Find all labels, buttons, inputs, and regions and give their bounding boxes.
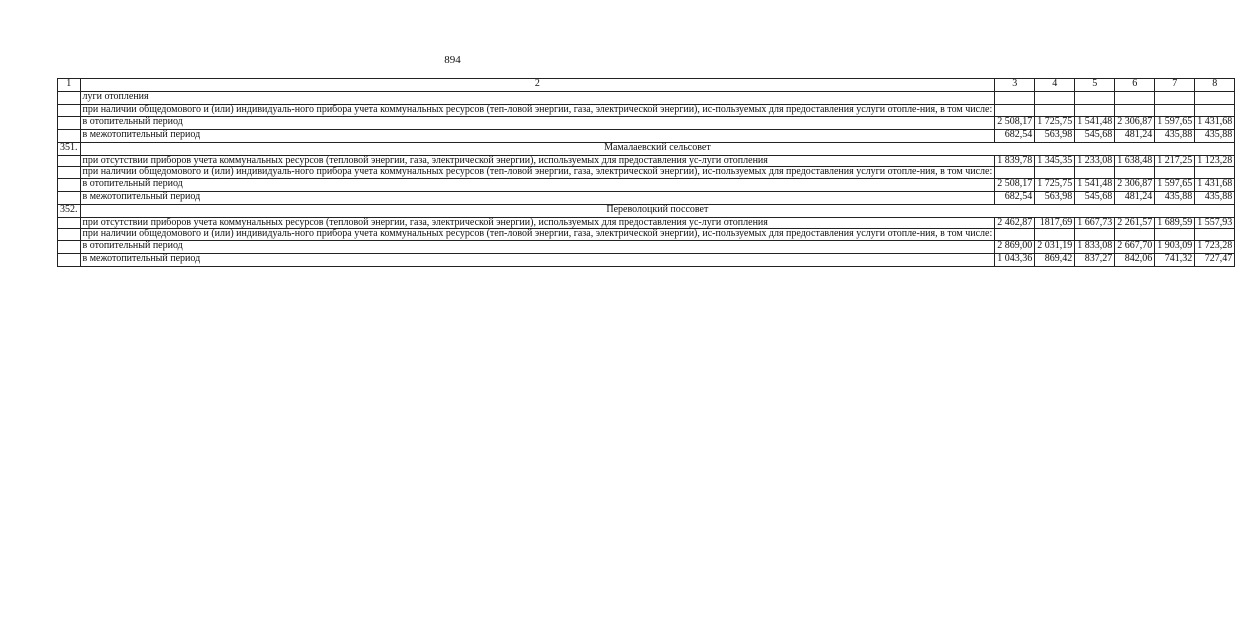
- tariff-table: [57, 78, 1235, 267]
- header-cell: 8: [1195, 79, 1235, 92]
- value-cell: 1 667,73: [1075, 217, 1115, 229]
- value-cell: 1 541,48: [1075, 178, 1115, 191]
- value-cell: [1075, 229, 1115, 241]
- value-cell: [1075, 92, 1115, 105]
- value-cell: 837,27: [1075, 253, 1115, 266]
- row-number: [58, 240, 81, 253]
- value-cell: 563,98: [1035, 191, 1075, 204]
- value-cell: [1195, 105, 1235, 117]
- value-cell: 1 597,65: [1155, 116, 1195, 129]
- value-cell: [1115, 105, 1155, 117]
- row-description: луги отопления: [80, 92, 995, 105]
- value-cell: 2 306,87: [1115, 116, 1155, 129]
- row-description: в отопительный период: [80, 178, 995, 191]
- value-cell: 2 261,57: [1115, 217, 1155, 229]
- row-description: в отопительный период: [80, 116, 995, 129]
- value-cell: 1 903,09: [1155, 240, 1195, 253]
- table-row: [58, 240, 1235, 253]
- row-description: при наличии общедомового и (или) индивидуаль-ного прибора учета коммунальных ресурсов (теп-ловой энергии, газа, электрической энергии), ис-пользуемых для предоставления услуги отопле-ния, в том числе:: [80, 167, 995, 179]
- value-cell: [1035, 229, 1075, 241]
- table-row: [58, 178, 1235, 191]
- value-cell: 1 431,68: [1195, 178, 1235, 191]
- header-cell: 1: [58, 79, 81, 92]
- row-description: в отопительный период: [80, 240, 995, 253]
- row-number: [58, 129, 81, 142]
- value-cell: 2 869,00: [995, 240, 1035, 253]
- row-number: [58, 229, 81, 241]
- row-description: в межотопительный период: [80, 253, 995, 266]
- section-row: [58, 204, 1235, 217]
- header-cell: 6: [1115, 79, 1155, 92]
- value-cell: 1 723,28: [1195, 240, 1235, 253]
- value-cell: [1195, 167, 1235, 179]
- value-cell: 741,32: [1155, 253, 1195, 266]
- row-number: 352.: [58, 204, 81, 217]
- table-row: [58, 155, 1235, 167]
- header-cell: 5: [1075, 79, 1115, 92]
- row-description: в межотопительный период: [80, 129, 995, 142]
- value-cell: 869,42: [1035, 253, 1075, 266]
- section-row: [58, 142, 1235, 155]
- row-number: [58, 116, 81, 129]
- table-row: [58, 105, 1235, 117]
- value-cell: [1195, 92, 1235, 105]
- row-description: при наличии общедомового и (или) индивидуаль-ного прибора учета коммунальных ресурсов (теп-ловой энергии, газа, электрической энергии), ис-пользуемых для предоставления услуги отопле-ния, в том числе:: [80, 105, 995, 117]
- header-cell: 2: [80, 79, 995, 92]
- table-row: [58, 217, 1235, 229]
- value-cell: 1 839,78: [995, 155, 1035, 167]
- value-cell: 1 725,75: [1035, 116, 1075, 129]
- row-description: при отсутствии приборов учета коммунальных ресурсов (тепловой энергии, газа, электрической энергии), используемых для предоставления ус-луги отопления: [80, 155, 995, 167]
- value-cell: [1115, 92, 1155, 105]
- table-row: [58, 167, 1235, 179]
- value-cell: 481,24: [1115, 129, 1155, 142]
- value-cell: 1 541,48: [1075, 116, 1115, 129]
- value-cell: [1155, 229, 1195, 241]
- header-cell: 7: [1155, 79, 1195, 92]
- value-cell: [995, 229, 1035, 241]
- value-cell: [1035, 167, 1075, 179]
- value-cell: [995, 105, 1035, 117]
- value-cell: [1155, 92, 1195, 105]
- value-cell: 682,54: [995, 129, 1035, 142]
- value-cell: 842,06: [1115, 253, 1155, 266]
- value-cell: 481,24: [1115, 191, 1155, 204]
- value-cell: 682,54: [995, 191, 1035, 204]
- value-cell: [1115, 229, 1155, 241]
- value-cell: [995, 167, 1035, 179]
- row-number: [58, 92, 81, 105]
- value-cell: 2 667,70: [1115, 240, 1155, 253]
- value-cell: [1195, 229, 1235, 241]
- header-cell: 4: [1035, 79, 1075, 92]
- value-cell: [1155, 105, 1195, 117]
- table-row: [58, 253, 1235, 266]
- value-cell: 1 123,28: [1195, 155, 1235, 167]
- value-cell: [1035, 92, 1075, 105]
- value-cell: 435,88: [1195, 191, 1235, 204]
- value-cell: 1 233,08: [1075, 155, 1115, 167]
- value-cell: 1 833,08: [1075, 240, 1115, 253]
- row-description: в межотопительный период: [80, 191, 995, 204]
- value-cell: 1 345,35: [1035, 155, 1075, 167]
- row-description: при наличии общедомового и (или) индивидуаль-ного прибора учета коммунальных ресурсов (теп-ловой энергии, газа, электрической энергии), ис-пользуемых для предоставления услуги отопле-ния, в том числе:: [80, 229, 995, 241]
- value-cell: 545,68: [1075, 129, 1115, 142]
- value-cell: 563,98: [1035, 129, 1075, 142]
- value-cell: [1075, 105, 1115, 117]
- value-cell: 1817,69: [1035, 217, 1075, 229]
- row-description: при отсутствии приборов учета коммунальных ресурсов (тепловой энергии, газа, электрической энергии), используемых для предоставления ус-луги отопления: [80, 217, 995, 229]
- value-cell: [1075, 167, 1115, 179]
- value-cell: 1 597,65: [1155, 178, 1195, 191]
- row-number: [58, 191, 81, 204]
- value-cell: [1035, 105, 1075, 117]
- value-cell: 1 557,93: [1195, 217, 1235, 229]
- value-cell: 727,47: [1195, 253, 1235, 266]
- section-title: Переволоцкий поссовет: [80, 204, 1235, 217]
- header-cell: 3: [995, 79, 1035, 92]
- table-row: [58, 129, 1235, 142]
- value-cell: 2 508,17: [995, 178, 1035, 191]
- value-cell: 2 031,19: [1035, 240, 1075, 253]
- value-cell: [1155, 167, 1195, 179]
- table-row: [58, 116, 1235, 129]
- row-number: [58, 217, 81, 229]
- row-number: 351.: [58, 142, 81, 155]
- value-cell: 1 431,68: [1195, 116, 1235, 129]
- row-number: [58, 105, 81, 117]
- value-cell: 1 217,25: [1155, 155, 1195, 167]
- row-number: [58, 155, 81, 167]
- value-cell: 2 508,17: [995, 116, 1035, 129]
- header-row: [58, 79, 1235, 92]
- value-cell: 1 725,75: [1035, 178, 1075, 191]
- value-cell: 545,68: [1075, 191, 1115, 204]
- table-row: [58, 92, 1235, 105]
- value-cell: 435,88: [1155, 191, 1195, 204]
- value-cell: 2 306,87: [1115, 178, 1155, 191]
- value-cell: 435,88: [1195, 129, 1235, 142]
- table-row: [58, 229, 1235, 241]
- value-cell: 1 638,48: [1115, 155, 1155, 167]
- value-cell: 1 689,59: [1155, 217, 1195, 229]
- section-title: Мамалаевский сельсовет: [80, 142, 1235, 155]
- value-cell: 2 462,87: [995, 217, 1035, 229]
- value-cell: 1 043,36: [995, 253, 1035, 266]
- value-cell: [1115, 167, 1155, 179]
- row-number: [58, 178, 81, 191]
- value-cell: [995, 92, 1035, 105]
- row-number: [58, 253, 81, 266]
- table-row: [58, 191, 1235, 204]
- row-number: [58, 167, 81, 179]
- page-number: 894: [444, 54, 461, 66]
- value-cell: 435,88: [1155, 129, 1195, 142]
